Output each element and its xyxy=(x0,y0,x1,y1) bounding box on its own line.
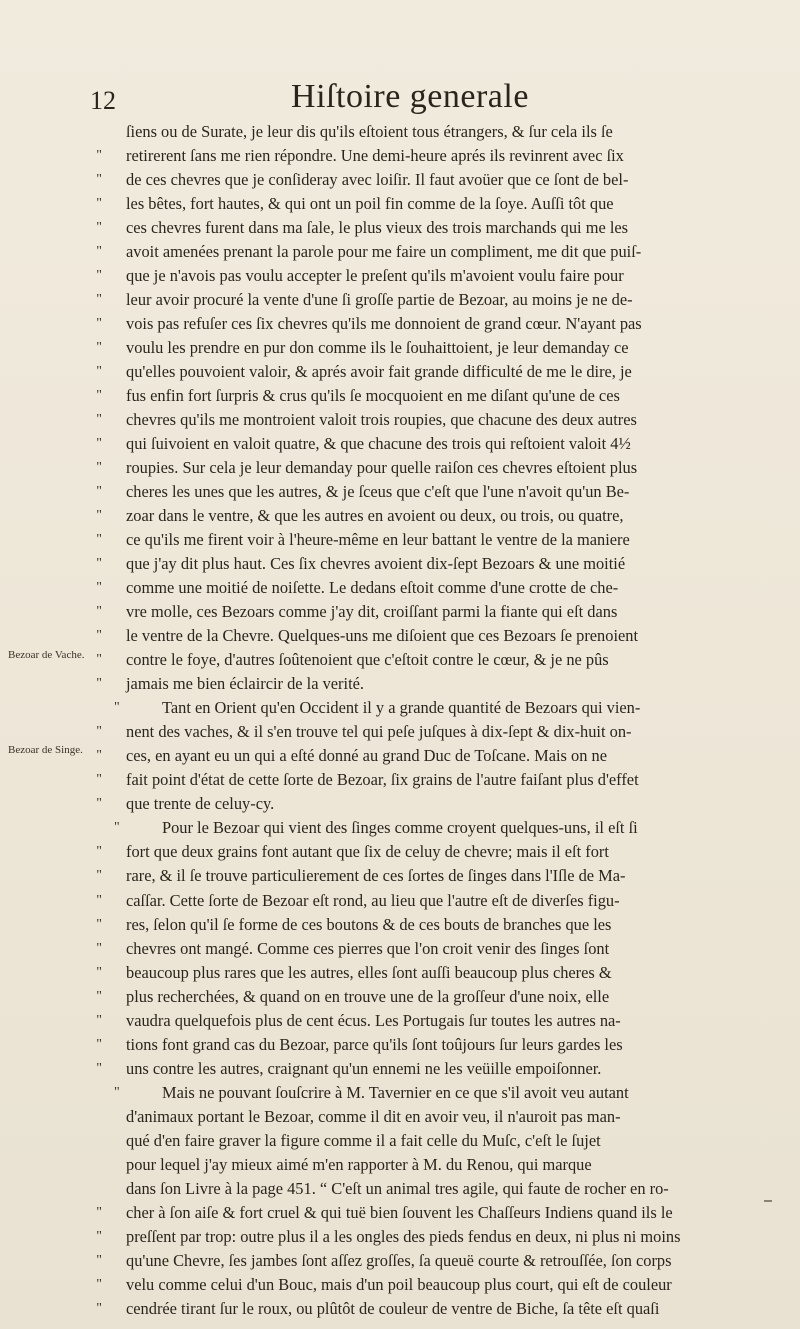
text-line xyxy=(96,288,742,312)
line-text: voulu les prendre en pur don comme ils le ſouhaittoient, je leur demanday ce xyxy=(126,338,629,358)
line-text: plus recherchées, & quand on en trouve une de la groſſeur d'une noix, elle xyxy=(126,986,610,1006)
quote-mark: " xyxy=(96,460,102,476)
text-line xyxy=(96,384,742,408)
quote-mark: " xyxy=(96,436,102,452)
line-text: ces chevres furent dans ma ſale, le plus vieux des trois marchands qui me les xyxy=(126,218,629,238)
line-text: contre le foye, d'autres ſoûtenoient que c'eſtoit contre le cœur, & je ne pûs xyxy=(126,650,609,670)
line-text: uns contre les autres, craignant qu'un ennemi ne les veüille empoiſonner. xyxy=(126,1058,602,1078)
quote-mark: " xyxy=(96,1252,102,1268)
text-line xyxy=(96,504,742,528)
quote-mark: " xyxy=(96,220,102,236)
line-text: zoar dans le ventre, & que les autres en avoient ou deux, ou trois, ou quatre, xyxy=(126,506,624,526)
text-line xyxy=(96,672,742,696)
line-text: Tant en Orient qu'en Occident il y a grande quantité de Bezoars qui vien- xyxy=(162,698,641,718)
quote-mark: " xyxy=(96,1276,102,1292)
line-text: chevres ont mangé. Comme ces pierres que l'on croit venir des ſinges ſont xyxy=(126,938,610,958)
quote-mark: " xyxy=(96,484,102,500)
text-line xyxy=(96,360,742,384)
line-text: cheres les unes que les autres, & je ſceus que c'eſt que l'une n'avoit qu'un Be- xyxy=(126,482,630,502)
quote-mark: " xyxy=(114,1084,120,1100)
text-line xyxy=(96,1009,742,1033)
text-line xyxy=(96,480,742,504)
quote-mark: " xyxy=(96,964,102,980)
quote-mark: " xyxy=(96,628,102,644)
text-line xyxy=(96,192,742,216)
quote-mark: " xyxy=(96,1228,102,1244)
quote-mark: " xyxy=(96,772,102,788)
text-line xyxy=(96,744,742,768)
line-text: que trente de celuy-cy. xyxy=(126,794,275,814)
text-line xyxy=(96,889,742,913)
quote-mark: " xyxy=(96,316,102,332)
line-text: que j'ay dit plus haut. Ces ſix chevres avoient dix-ſept Bezoars & une moitié xyxy=(126,554,626,574)
quote-mark: " xyxy=(96,268,102,284)
text-line xyxy=(96,1033,742,1057)
line-text: Mais ne pouvant ſouſcrire à M. Tavernier en ce que s'il avoit veu autant xyxy=(162,1082,629,1102)
quote-mark: " xyxy=(96,292,102,308)
text-line xyxy=(96,864,742,888)
line-text: vre molle, ces Bezoars comme j'ay dit, croiſſant parmi la fiante qui eſt dans xyxy=(126,602,618,622)
line-text: preſſent par trop: outre plus il a les ongles des pieds fendus en deux, ni plus ni moins xyxy=(126,1226,681,1246)
quote-mark: " xyxy=(96,748,102,764)
text-line xyxy=(96,840,742,864)
line-text: avoit amenées prenant la parole pour me faire un compliment, me dit que puiſ- xyxy=(126,242,642,262)
margin-note-bezoar-singe: Bezoar de Singe. xyxy=(8,744,83,756)
text-line xyxy=(96,768,742,792)
quote-mark: " xyxy=(96,388,102,404)
text-line xyxy=(96,552,742,576)
text-line xyxy=(96,1225,742,1249)
quote-mark: " xyxy=(96,244,102,260)
line-text: leur avoir procuré la vente d'une ſi groſſe partie de Bezoar, au moins je ne de- xyxy=(126,290,633,310)
body-text xyxy=(96,120,742,1321)
line-text: velu comme celui d'un Bouc, mais d'un poil beaucoup plus court, qui eſt de couleur xyxy=(126,1274,672,1294)
text-line xyxy=(96,1057,742,1081)
text-line xyxy=(96,913,742,937)
page-number: 12 xyxy=(90,86,116,115)
line-text: retirerent ſans me rien répondre. Une demi-heure aprés ils revinrent avec ſix xyxy=(126,146,624,166)
line-text: nent des vaches, & il s'en trouve tel qui peſe juſques à dix-ſept & dix-huit on- xyxy=(126,722,632,742)
scan-mark xyxy=(764,1200,772,1202)
line-text: d'animaux portant le Bezoar, comme il dit en avoir veu, il n'auroit pas man- xyxy=(126,1106,621,1126)
quote-mark: " xyxy=(96,892,102,908)
quote-mark: " xyxy=(96,1300,102,1316)
quote-mark: " xyxy=(96,556,102,572)
line-text: pour lequel j'ay mieux aimé m'en rapporter à M. du Renou, qui marque xyxy=(126,1154,592,1174)
text-line xyxy=(96,1297,742,1321)
quote-mark: " xyxy=(96,844,102,860)
line-text: comme une moitié de noiſette. Le dedans eſtoit comme d'une crotte de che- xyxy=(126,578,619,598)
text-line xyxy=(96,408,742,432)
line-text: Pour le Bezoar qui vient des ſinges comme croyent quelques-uns, il eſt ſi xyxy=(162,818,638,838)
text-line xyxy=(96,144,742,168)
quote-mark: " xyxy=(96,676,102,692)
text-line xyxy=(102,816,742,840)
line-text: ſiens ou de Surate, je leur dis qu'ils eſtoient tous étrangers, & ſur cela ils ſe xyxy=(126,122,613,141)
line-text: cher à ſon aiſe & fort cruel & qui tuë bien ſouvent les Chaſſeurs Indiens quand ils le xyxy=(126,1202,673,1222)
line-text: de ces chevres que je conſideray avec loiſir. Il faut avoüer que ce ſont de bel- xyxy=(126,170,629,190)
line-text: qu'une Chevre, ſes jambes ſont aſſez groſſes, ſa queuë courte & retrouſſée, ſon corps xyxy=(126,1250,672,1270)
quote-mark: " xyxy=(96,148,102,164)
text-line xyxy=(96,528,742,552)
text-line xyxy=(96,648,742,672)
text-line xyxy=(96,985,742,1009)
text-line xyxy=(96,1249,742,1273)
line-text: que je n'avois pas voulu accepter le preſent qu'ils m'avoient voulu faire pour xyxy=(126,266,624,286)
line-text: ce qu'ils me firent voir à l'heure-même en leur battant le ventre de la maniere xyxy=(126,530,630,550)
line-text: roupies. Sur cela je leur demanday pour quelle raiſon ces chevres eſtoient plus xyxy=(126,458,638,478)
text-line xyxy=(102,1129,742,1153)
text-line xyxy=(96,312,742,336)
line-text: tions font grand cas du Bezoar, parce qu'ils ſont toûjours ſur leurs gardes les xyxy=(126,1034,623,1054)
quote-mark: " xyxy=(96,988,102,1004)
quote-mark: " xyxy=(114,700,120,716)
quote-mark: " xyxy=(96,1060,102,1076)
line-text: qui ſuivoient en valoit quatre, & que chacune des trois qui reſtoient valoit 4½ xyxy=(126,434,631,454)
text-line xyxy=(96,720,742,744)
quote-mark: " xyxy=(114,820,120,836)
line-text: qu'elles pouvoient valoir, & aprés avoir fait grande difficulté de me le dire, je xyxy=(126,362,632,382)
line-text: rare, & il ſe trouve particulierement de ces ſortes de ſinges dans l'Iſle de Ma- xyxy=(126,866,626,886)
line-text: fus enfin fort ſurpris & crus qu'ils ſe mocquoient en me diſant qu'une de ces xyxy=(126,386,620,406)
line-text: qué d'en faire graver la figure comme il a fait celle du Muſc, c'eſt le ſujet xyxy=(126,1130,601,1150)
text-line xyxy=(102,120,742,144)
text-line xyxy=(96,792,742,816)
line-text: caſſar. Cette ſorte de Bezoar eſt rond, au lieu que l'autre eſt de diverſes figu- xyxy=(126,890,620,910)
quote-mark: " xyxy=(96,1012,102,1028)
quote-mark: " xyxy=(96,532,102,548)
quote-mark: " xyxy=(96,868,102,884)
text-line xyxy=(96,336,742,360)
running-title: Hiſtoire generale xyxy=(291,78,529,115)
quote-mark: " xyxy=(96,340,102,356)
text-line xyxy=(96,240,742,264)
quote-mark: " xyxy=(96,172,102,188)
quote-mark: " xyxy=(96,604,102,620)
line-text: les bêtes, fort hautes, & qui ont un poil fin comme de la ſoye. Auſſi tôt que xyxy=(126,194,614,214)
line-text: beaucoup plus rares que les autres, elles ſont auſſi beaucoup plus cheres & xyxy=(126,962,612,982)
text-line xyxy=(96,1201,742,1225)
text-line xyxy=(96,961,742,985)
margin-note-bezoar-vache: Bezoar de Vache. xyxy=(8,649,85,661)
line-text: fort que deux grains font autant que ſix de celuy de chevre; mais il eſt fort xyxy=(126,842,609,862)
quote-mark: " xyxy=(96,1036,102,1052)
text-line xyxy=(96,937,742,961)
text-line xyxy=(102,696,742,720)
line-text: vaudra quelquefois plus de cent écus. Les Portugais ſur toutes les autres na- xyxy=(126,1010,621,1030)
text-line xyxy=(102,1081,742,1105)
quote-mark: " xyxy=(96,1204,102,1220)
line-text: cendrée tirant ſur le roux, ou plûtôt de couleur de ventre de Biche, ſa tête eſt quaſi xyxy=(126,1298,660,1318)
quote-mark: " xyxy=(96,364,102,380)
text-line xyxy=(96,168,742,192)
line-text: vois pas refuſer ces ſix chevres qu'ils me donnoient de grand cœur. N'ayant pas xyxy=(126,314,642,334)
line-text: chevres qu'ils me montroient valoit trois roupies, que chacune des deux autres xyxy=(126,410,637,430)
line-text: fait point d'état de cette ſorte de Bezoar, ſix grains de l'autre faiſant plus d'effet xyxy=(126,770,639,790)
quote-mark: " xyxy=(96,724,102,740)
quote-mark: " xyxy=(96,580,102,596)
text-line xyxy=(96,1273,742,1297)
text-line xyxy=(96,576,742,600)
text-line xyxy=(96,264,742,288)
quote-mark: " xyxy=(96,508,102,524)
text-line xyxy=(102,1177,742,1201)
quote-mark: " xyxy=(96,940,102,956)
quote-mark: " xyxy=(96,412,102,428)
line-text: ces, en ayant eu un qui a eſté donné au grand Duc de Toſcane. Mais on ne xyxy=(126,746,607,766)
quote-mark: " xyxy=(96,916,102,932)
page-header xyxy=(90,78,730,118)
text-line xyxy=(102,1105,742,1129)
quote-mark: " xyxy=(96,796,102,812)
line-text: jamais me bien éclaircir de la verité. xyxy=(126,674,365,694)
text-line xyxy=(102,1153,742,1177)
quote-mark: " xyxy=(96,652,102,668)
text-line xyxy=(96,432,742,456)
text-line xyxy=(96,456,742,480)
line-text: le ventre de la Chevre. Quelques-uns me diſoient que ces Bezoars ſe prenoient xyxy=(126,626,639,646)
text-line xyxy=(96,624,742,648)
quote-mark: " xyxy=(96,196,102,212)
text-line xyxy=(96,600,742,624)
text-line xyxy=(96,216,742,240)
line-text: res, ſelon qu'il ſe forme de ces boutons & de ces bouts de branches que les xyxy=(126,914,612,934)
line-text: dans ſon Livre à la page 451. “ C'eſt un animal tres agile, qui faute de rocher en ro- xyxy=(126,1178,669,1198)
